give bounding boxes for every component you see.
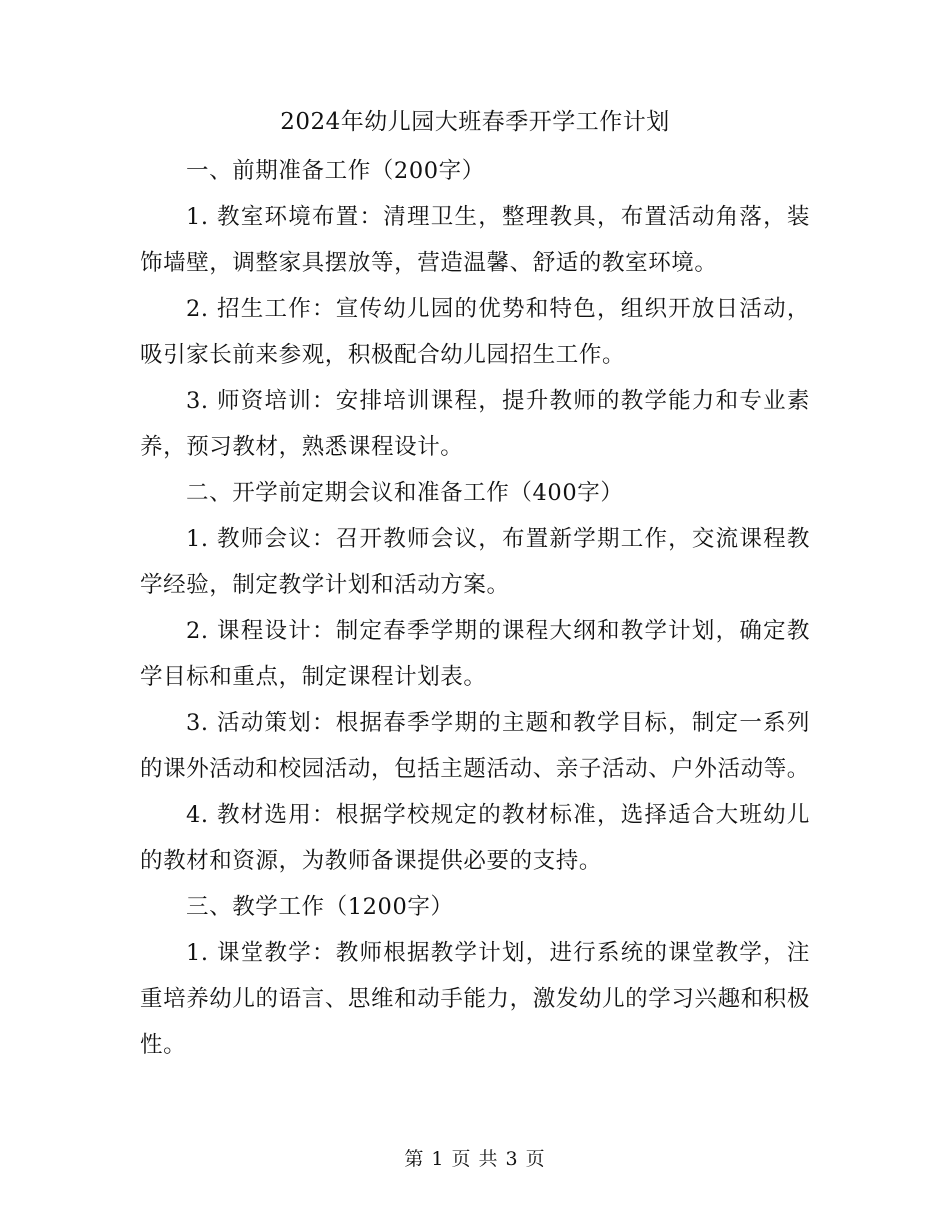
section-heading-1: 一、前期准备工作（200字） bbox=[186, 158, 485, 184]
document-title: 2024年幼儿园大班春季开学工作计划 bbox=[280, 109, 670, 135]
page-number-footer: 第 1 页 共 3 页 bbox=[404, 1148, 546, 1170]
section-1-item-2: 2. 招生工作：宣传幼儿园的优势和特色，组织开放日活动，吸引家长前来参观，积极配合幼儿园招生工作。 bbox=[140, 296, 810, 368]
section-1-item-3: 3. 师资培训：安排培训课程，提升教师的教学能力和专业素养，预习教材，熟悉课程设计。 bbox=[140, 388, 810, 460]
section-2-item-2: 2. 课程设计：制定春季学期的课程大纲和教学计划，确定教学目标和重点，制定课程计划表。 bbox=[140, 618, 810, 690]
section-2-item-1: 1. 教师会议：召开教师会议，布置新学期工作，交流课程教学经验，制定教学计划和活动方案。 bbox=[140, 526, 810, 598]
section-1-item-1: 1. 教室环境布置：清理卫生，整理教具，布置活动角落，装饰墙壁，调整家具摆放等，营造温馨、舒适的教室环境。 bbox=[140, 204, 810, 276]
document-body bbox=[140, 148, 810, 1068]
section-2-item-4: 4. 教材选用：根据学校规定的教材标准，选择适合大班幼儿的教材和资源，为教师备课提供必要的支持。 bbox=[140, 802, 810, 874]
section-2-item-3: 3. 活动策划：根据春季学期的主题和教学目标，制定一系列的课外活动和校园活动，包括主题活动、亲子活动、户外活动等。 bbox=[140, 710, 810, 782]
section-3-item-1: 1. 课堂教学：教师根据教学计划，进行系统的课堂教学，注重培养幼儿的语言、思维和动手能力，激发幼儿的学习兴趣和积极性。 bbox=[140, 940, 810, 1058]
section-heading-2: 二、开学前定期会议和准备工作（400字） bbox=[186, 480, 624, 506]
section-heading-3: 三、教学工作（1200字） bbox=[186, 894, 454, 920]
